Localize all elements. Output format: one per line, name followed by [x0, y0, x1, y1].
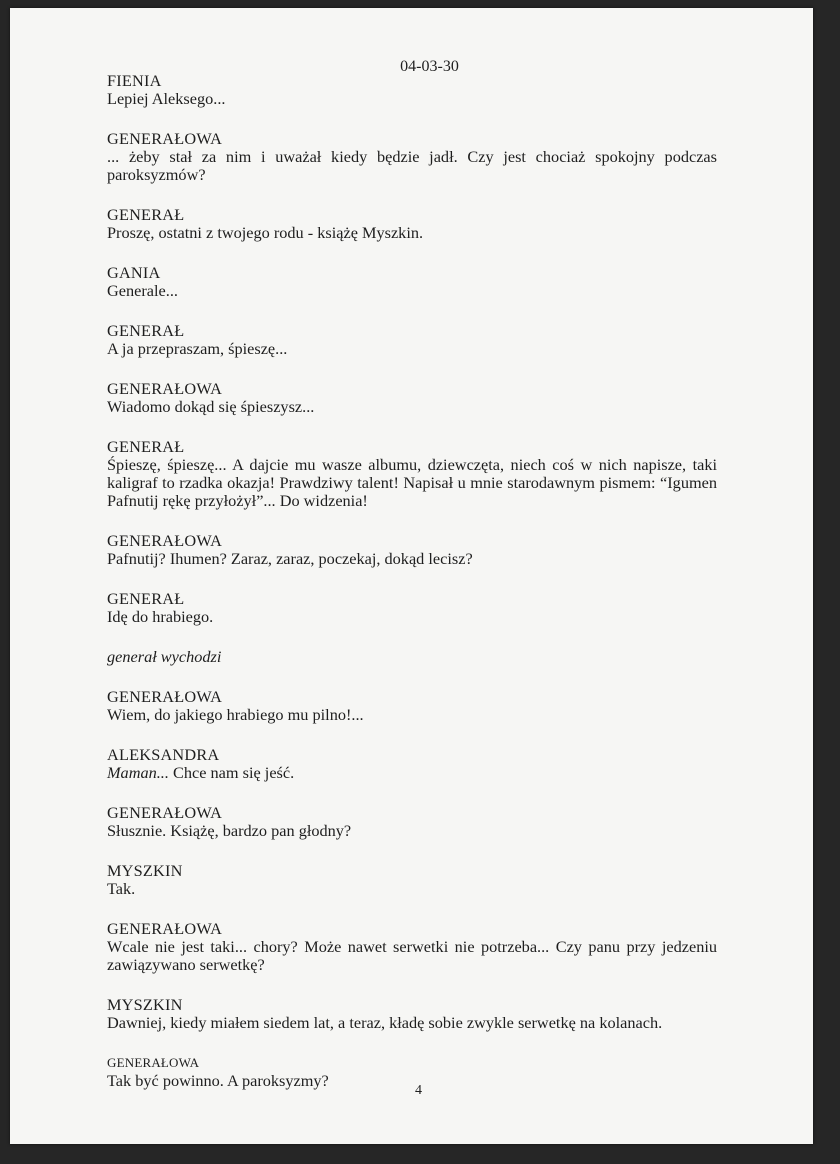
page-date-header: 04-03-30 [400, 58, 459, 75]
speaker-name: MYSZKIN [107, 861, 183, 880]
dialogue-block [107, 746, 717, 782]
speaker-name: GENERAŁ [107, 321, 185, 340]
speaker-name: GENERAŁOWA [107, 803, 223, 822]
speaker-name: GENERAŁOWA [107, 1055, 200, 1070]
dialogue-line: Lepiej Aleksego... [107, 89, 226, 108]
speaker-name: MYSZKIN [107, 995, 183, 1014]
dialogue-block [107, 590, 717, 626]
speaker-name: GENERAŁ [107, 205, 185, 224]
speaker-name: GENERAŁOWA [107, 379, 223, 398]
dialogue-line: Śpieszę, śpieszę... A dajcie mu wasze albumu, dziewczęta, niech coś w nich napisze, taki kaligraf to rzadka okazja! Prawdziwy talent! Napisał u mnie starodawnym pismem: “Igumen Pafnutij rękę przyłożył”... Do widzenia! [107, 455, 717, 510]
dialogue-block [107, 206, 717, 242]
dialogue-line-italic: Maman... [107, 763, 169, 782]
dialogue-line: Tak być powinno. A paroksyzmy? [107, 1071, 329, 1090]
dialogue-block [107, 688, 717, 724]
speaker-name: GENERAŁ [107, 589, 185, 608]
page-number: 4 [415, 1083, 422, 1098]
dialogue-block [107, 804, 717, 840]
dialogue-line-rest: Chce nam się jeść. [168, 763, 295, 782]
speaker-name: GENERAŁOWA [107, 919, 223, 938]
dialogue-line: Tak. [107, 879, 136, 898]
dialogue-block [107, 438, 717, 510]
stage-direction: generał wychodzi [107, 647, 222, 666]
dialogue-line: Idę do hrabiego. [107, 607, 214, 626]
dialogue-line: Dawniej, kiedy miałem siedem lat, a teraz, kładę sobie zwykle serwetkę na kolanach. [107, 1013, 663, 1032]
dialogue-block [107, 996, 717, 1032]
dialogue-line: Generale... [107, 281, 178, 300]
stage-direction-block [107, 648, 717, 666]
dialogue-block [107, 72, 717, 108]
dialogue-block [107, 532, 717, 568]
dialogue-line: A ja przepraszam, śpieszę... [107, 339, 288, 358]
dialogue-block [107, 264, 717, 300]
speaker-name: FIENIA [107, 71, 162, 90]
dialogue-line: Wiem, do jakiego hrabiego mu pilno!... [107, 705, 364, 724]
speaker-name: GANIA [107, 263, 161, 282]
speaker-name: GENERAŁOWA [107, 129, 223, 148]
script-body [107, 72, 717, 1112]
dialogue-line: Pafnutij? Ihumen? Zaraz, zaraz, poczekaj, dokąd lecisz? [107, 549, 473, 568]
dialogue-line: Proszę, ostatni z twojego rodu - książę Myszkin. [107, 223, 424, 242]
dialogue-block [107, 130, 717, 184]
speaker-name: GENERAŁOWA [107, 531, 223, 550]
speaker-name: GENERAŁ [107, 437, 185, 456]
dialogue-line: Wiadomo dokąd się śpieszysz... [107, 397, 315, 416]
document-page [10, 8, 813, 1144]
speaker-name: GENERAŁOWA [107, 687, 223, 706]
dialogue-line: Wcale nie jest taki... chory? Może nawet serwetki nie potrzeba... Czy panu przy jedzeniu zawiązywano serwetkę? [107, 937, 717, 974]
dialogue-line: Słusznie. Książę, bardzo pan głodny? [107, 821, 352, 840]
dialogue-block [107, 920, 717, 974]
dialogue-block [107, 322, 717, 358]
dialogue-block [107, 380, 717, 416]
dialogue-line: ... żeby stał za nim i uważał kiedy będzie jadł. Czy jest chociaż spokojny podczas paroksyzmów? [107, 147, 717, 184]
speaker-name: ALEKSANDRA [107, 745, 220, 764]
dialogue-line [107, 764, 717, 782]
dialogue-block [107, 862, 717, 898]
